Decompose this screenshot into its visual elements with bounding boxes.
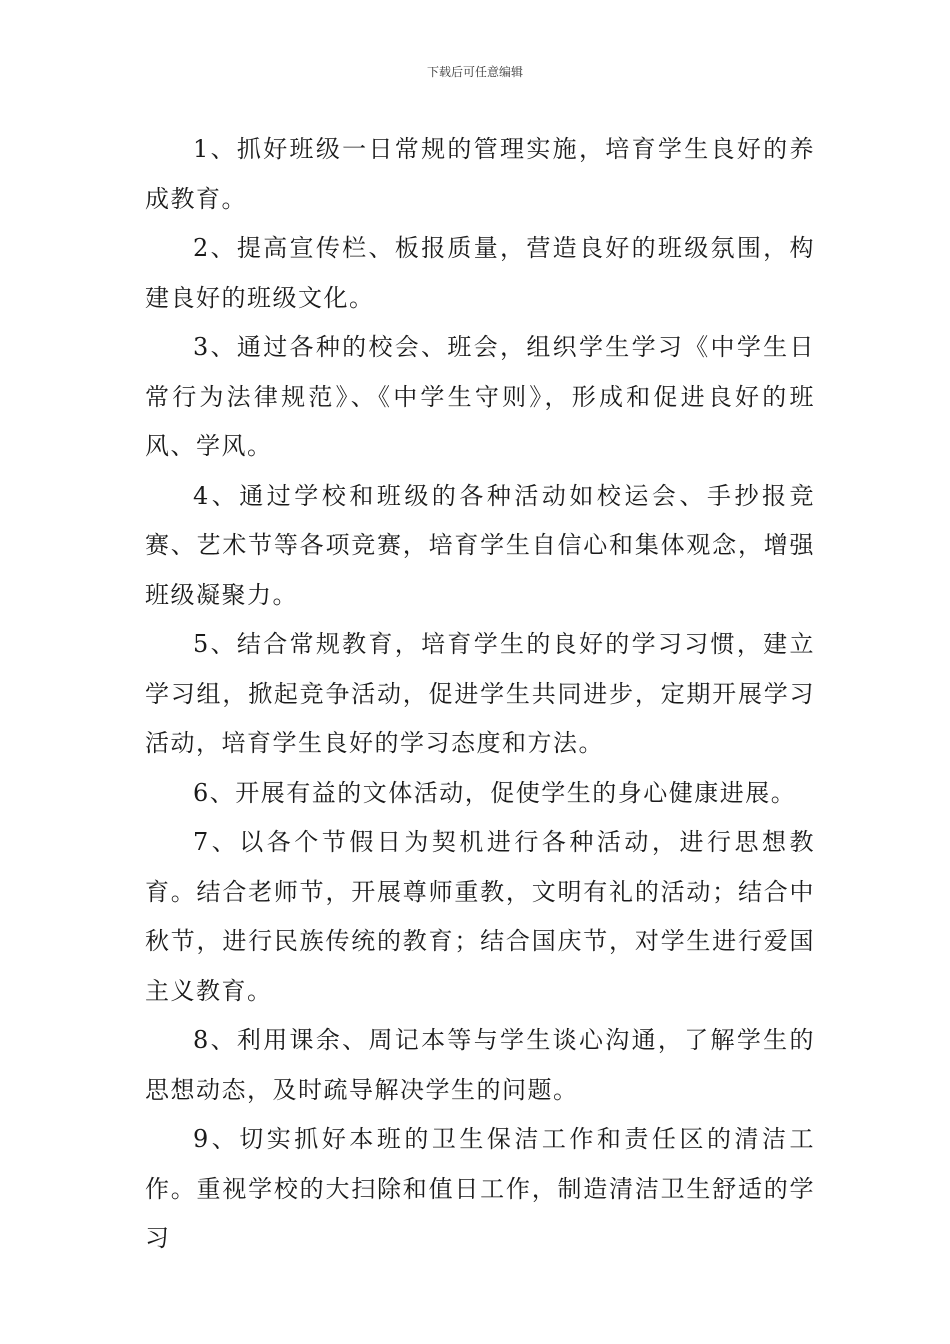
paragraph-4: 4、通过学校和班级的各种活动如校运会、手抄报竞赛、艺术节等各项竞赛，培育学生自信心和集体观念，增强班级凝聚力。: [145, 481, 815, 609]
paragraph-2: 2、提高宣传栏、板报质量，营造良好的班级氛围，构建良好的班级文化。: [145, 234, 815, 312]
paragraph-1: 1、抓好班级一日常规的管理实施，培育学生良好的养成教育。: [145, 135, 815, 213]
paragraph-5: 5、结合常规教育，培育学生的良好的学习习惯，建立学习组，掀起竞争活动，促进学生共同进步，定期开展学习活动，培育学生良好的学习态度和方法。: [145, 630, 815, 757]
document-body: [145, 125, 815, 1264]
paragraph-6: 6、开展有益的文体活动，促使学生的身心健康进展。: [193, 778, 797, 807]
paragraph-7: 7、以各个节假日为契机进行各种活动，进行思想教育。结合老师节，开展尊师重教，文明有礼的活动；结合中秋节，进行民族传统的教育；结合国庆节，对学生进行爱国主义教育。: [145, 828, 815, 1005]
page-header-note: 下载后可任意编辑: [426, 65, 523, 79]
paragraph-3: 3、通过各种的校会、班会，组织学生学习《中学生日常行为法律规范》、《中学生守则》，形成和促进良好的班风、学风。: [145, 333, 815, 460]
paragraph-9: 9、切实抓好本班的卫生保洁工作和责任区的清洁工作。重视学校的大扫除和值日工作，制造清洁卫生舒适的学习: [145, 1125, 815, 1252]
paragraph-8: 8、利用课余、周记本等与学生谈心沟通，了解学生的思想动态，及时疏导解决学生的问题。: [145, 1026, 815, 1104]
